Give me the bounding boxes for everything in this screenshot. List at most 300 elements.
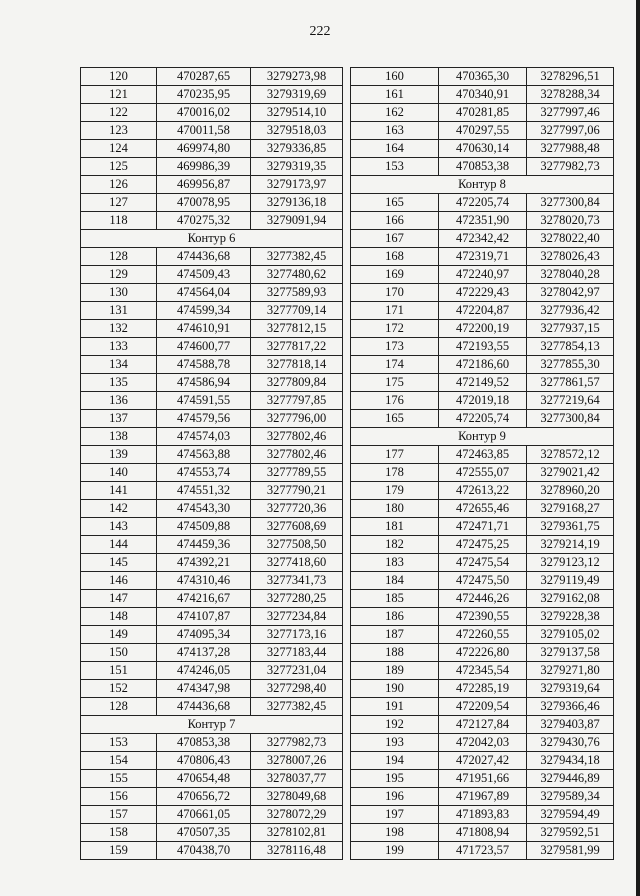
table-row [351,302,614,320]
x-coordinate-cell: 474599,34 [157,302,251,320]
y-coordinate-cell: 3278072,29 [251,806,343,824]
table-row [81,752,343,770]
point-number-cell: 153 [351,158,439,176]
point-number-cell: 161 [351,86,439,104]
x-coordinate-cell: 474564,04 [157,284,251,302]
y-coordinate-cell: 3277234,84 [251,608,343,626]
y-coordinate-cell: 3277300,84 [527,194,614,212]
table-row [351,716,614,734]
table-row [81,698,343,716]
x-coordinate-cell: 472019,18 [439,392,527,410]
coordinates-table-left [80,67,343,860]
contour-label: Контур 6 [81,230,343,248]
point-number-cell: 158 [81,824,157,842]
y-coordinate-cell: 3278042,97 [527,284,614,302]
table-row [351,104,614,122]
x-coordinate-cell: 470853,38 [157,734,251,752]
point-number-cell: 196 [351,788,439,806]
y-coordinate-cell: 3277802,46 [251,446,343,464]
x-coordinate-cell: 474107,87 [157,608,251,626]
y-coordinate-cell: 3279123,12 [527,554,614,572]
table-row [81,392,343,410]
x-coordinate-cell: 474509,43 [157,266,251,284]
x-coordinate-cell: 474392,21 [157,554,251,572]
table-row [81,266,343,284]
point-number-cell: 122 [81,104,157,122]
x-coordinate-cell: 470853,38 [439,158,527,176]
table-row [81,680,343,698]
x-coordinate-cell: 470806,43 [157,752,251,770]
table-row [351,212,614,230]
x-coordinate-cell: 470654,48 [157,770,251,788]
y-coordinate-cell: 3277802,46 [251,428,343,446]
x-coordinate-cell: 472655,46 [439,500,527,518]
y-coordinate-cell: 3279336,85 [251,140,343,158]
point-number-cell: 120 [81,68,157,86]
point-number-cell: 173 [351,338,439,356]
table-row [351,626,614,644]
y-coordinate-cell: 3277341,73 [251,572,343,590]
point-number-cell: 145 [81,554,157,572]
y-coordinate-cell: 3279592,51 [527,824,614,842]
point-number-cell: 143 [81,518,157,536]
table-row [81,662,343,680]
table-row [351,518,614,536]
y-coordinate-cell: 3277183,44 [251,644,343,662]
point-number-cell: 184 [351,572,439,590]
table-row [351,284,614,302]
table-row [351,374,614,392]
table-row [351,590,614,608]
x-coordinate-cell: 474509,88 [157,518,251,536]
point-number-cell: 136 [81,392,157,410]
point-number-cell: 197 [351,806,439,824]
table-row [81,842,343,860]
table-row [81,536,343,554]
x-coordinate-cell: 474588,78 [157,356,251,374]
x-coordinate-cell: 474600,77 [157,338,251,356]
x-coordinate-cell: 470365,30 [439,68,527,86]
x-coordinate-cell: 470630,14 [439,140,527,158]
table-row [81,284,343,302]
y-coordinate-cell: 3277997,46 [527,104,614,122]
y-coordinate-cell: 3279430,76 [527,734,614,752]
y-coordinate-cell: 3277797,85 [251,392,343,410]
y-coordinate-cell: 3278049,68 [251,788,343,806]
table-row [351,266,614,284]
x-coordinate-cell: 474216,67 [157,590,251,608]
point-number-cell: 151 [81,662,157,680]
point-number-cell: 148 [81,608,157,626]
point-number-cell: 124 [81,140,157,158]
point-number-cell: 181 [351,518,439,536]
y-coordinate-cell: 3277818,14 [251,356,343,374]
table-row [81,572,343,590]
y-coordinate-cell: 3277608,69 [251,518,343,536]
point-number-cell: 179 [351,482,439,500]
y-coordinate-cell: 3278020,73 [527,212,614,230]
x-coordinate-cell: 474459,36 [157,536,251,554]
y-coordinate-cell: 3277790,21 [251,482,343,500]
table-row [351,122,614,140]
table-row [351,536,614,554]
point-number-cell: 156 [81,788,157,806]
x-coordinate-cell: 472229,43 [439,284,527,302]
x-coordinate-cell: 472204,87 [439,302,527,320]
x-coordinate-cell: 472240,97 [439,266,527,284]
table-row [351,86,614,104]
point-number-cell: 135 [81,374,157,392]
x-coordinate-cell: 471808,94 [439,824,527,842]
y-coordinate-cell: 3277720,36 [251,500,343,518]
point-number-cell: 186 [351,608,439,626]
x-coordinate-cell: 474095,34 [157,626,251,644]
table-row [351,194,614,212]
point-number-cell: 168 [351,248,439,266]
table-row [351,608,614,626]
y-coordinate-cell: 3277982,73 [527,158,614,176]
table-row [351,572,614,590]
table-row [351,500,614,518]
y-coordinate-cell: 3279589,34 [527,788,614,806]
table-row [81,194,343,212]
y-coordinate-cell: 3277982,73 [251,734,343,752]
point-number-cell: 171 [351,302,439,320]
contour-header-row [81,230,343,248]
y-coordinate-cell: 3278572,12 [527,446,614,464]
point-number-cell: 130 [81,284,157,302]
x-coordinate-cell: 472042,03 [439,734,527,752]
x-coordinate-cell: 471967,89 [439,788,527,806]
point-number-cell: 131 [81,302,157,320]
y-coordinate-cell: 3278296,51 [527,68,614,86]
x-coordinate-cell: 470340,91 [439,86,527,104]
point-number-cell: 190 [351,680,439,698]
y-coordinate-cell: 3277937,15 [527,320,614,338]
y-coordinate-cell: 3278007,26 [251,752,343,770]
y-coordinate-cell: 3279214,19 [527,536,614,554]
y-coordinate-cell: 3277812,15 [251,320,343,338]
y-coordinate-cell: 3277988,48 [527,140,614,158]
y-coordinate-cell: 3279137,58 [527,644,614,662]
y-coordinate-cell: 3279319,69 [251,86,343,104]
table-row [81,500,343,518]
x-coordinate-cell: 472027,42 [439,752,527,770]
x-coordinate-cell: 469956,87 [157,176,251,194]
table-row [351,356,614,374]
scan-edge [636,0,640,896]
x-coordinate-cell: 471951,66 [439,770,527,788]
y-coordinate-cell: 3277280,25 [251,590,343,608]
table-row [351,410,614,428]
y-coordinate-cell: 3277997,06 [527,122,614,140]
y-coordinate-cell: 3277809,84 [251,374,343,392]
y-coordinate-cell: 3277219,64 [527,392,614,410]
contour-label: Контур 7 [81,716,343,734]
table-row [81,626,343,644]
table-row [351,752,614,770]
x-coordinate-cell: 472471,71 [439,518,527,536]
x-coordinate-cell: 474246,05 [157,662,251,680]
x-coordinate-cell: 472209,54 [439,698,527,716]
x-coordinate-cell: 472319,71 [439,248,527,266]
table-row [351,338,614,356]
point-number-cell: 132 [81,320,157,338]
table-row [81,86,343,104]
table-row [351,248,614,266]
table-row [81,122,343,140]
table-row [351,824,614,842]
contour-header-row [351,176,614,194]
table-row [81,68,343,86]
point-number-cell: 153 [81,734,157,752]
y-coordinate-cell: 3279119,49 [527,572,614,590]
x-coordinate-cell: 474436,68 [157,248,251,266]
x-coordinate-cell: 471893,83 [439,806,527,824]
point-number-cell: 139 [81,446,157,464]
x-coordinate-cell: 472446,26 [439,590,527,608]
y-coordinate-cell: 3277298,40 [251,680,343,698]
y-coordinate-cell: 3277418,60 [251,554,343,572]
table-row [351,698,614,716]
table-row [81,770,343,788]
y-coordinate-cell: 3277796,00 [251,410,343,428]
point-number-cell: 142 [81,500,157,518]
point-number-cell: 163 [351,122,439,140]
x-coordinate-cell: 472475,25 [439,536,527,554]
y-coordinate-cell: 3279361,75 [527,518,614,536]
coordinates-table-right-body [351,68,614,860]
y-coordinate-cell: 3279228,38 [527,608,614,626]
y-coordinate-cell: 3279403,87 [527,716,614,734]
point-number-cell: 152 [81,680,157,698]
table-row [81,788,343,806]
y-coordinate-cell: 3277854,13 [527,338,614,356]
y-coordinate-cell: 3277300,84 [527,410,614,428]
y-coordinate-cell: 3277173,16 [251,626,343,644]
point-number-cell: 140 [81,464,157,482]
coordinates-table-left-body [81,68,343,860]
point-number-cell: 129 [81,266,157,284]
table-row [351,392,614,410]
x-coordinate-cell: 472193,55 [439,338,527,356]
x-coordinate-cell: 472475,50 [439,572,527,590]
table-row [81,248,343,266]
table-row [81,644,343,662]
point-number-cell: 154 [81,752,157,770]
table-row [351,140,614,158]
table-row [81,446,343,464]
table-row [81,734,343,752]
point-number-cell: 165 [351,410,439,428]
x-coordinate-cell: 474551,32 [157,482,251,500]
y-coordinate-cell: 3277855,30 [527,356,614,374]
point-number-cell: 128 [81,698,157,716]
x-coordinate-cell: 470297,55 [439,122,527,140]
point-number-cell: 157 [81,806,157,824]
point-number-cell: 198 [351,824,439,842]
x-coordinate-cell: 470235,95 [157,86,251,104]
x-coordinate-cell: 470016,02 [157,104,251,122]
table-row [81,518,343,536]
point-number-cell: 146 [81,572,157,590]
x-coordinate-cell: 469986,39 [157,158,251,176]
y-coordinate-cell: 3279173,97 [251,176,343,194]
x-coordinate-cell: 472463,85 [439,446,527,464]
point-number-cell: 162 [351,104,439,122]
y-coordinate-cell: 3279319,35 [251,158,343,176]
table-row [351,770,614,788]
table-row [81,176,343,194]
y-coordinate-cell: 3279514,10 [251,104,343,122]
x-coordinate-cell: 472555,07 [439,464,527,482]
y-coordinate-cell: 3279518,03 [251,122,343,140]
point-number-cell: 182 [351,536,439,554]
point-number-cell: 155 [81,770,157,788]
x-coordinate-cell: 470661,05 [157,806,251,824]
point-number-cell: 192 [351,716,439,734]
table-row [351,680,614,698]
point-number-cell: 170 [351,284,439,302]
x-coordinate-cell: 472149,52 [439,374,527,392]
x-coordinate-cell: 470275,32 [157,212,251,230]
x-coordinate-cell: 474436,68 [157,698,251,716]
x-coordinate-cell: 470656,72 [157,788,251,806]
table-row [81,374,343,392]
table-row [81,410,343,428]
table-row [81,302,343,320]
table-row [81,554,343,572]
point-number-cell: 138 [81,428,157,446]
point-number-cell: 191 [351,698,439,716]
table-row [351,806,614,824]
point-number-cell: 188 [351,644,439,662]
point-number-cell: 195 [351,770,439,788]
point-number-cell: 123 [81,122,157,140]
table-row [81,338,343,356]
point-number-cell: 167 [351,230,439,248]
point-number-cell: 194 [351,752,439,770]
point-number-cell: 149 [81,626,157,644]
y-coordinate-cell: 3277231,04 [251,662,343,680]
point-number-cell: 160 [351,68,439,86]
x-coordinate-cell: 474553,74 [157,464,251,482]
contour-header-row [81,716,343,734]
point-number-cell: 147 [81,590,157,608]
x-coordinate-cell: 472285,19 [439,680,527,698]
table-row [351,464,614,482]
x-coordinate-cell: 472342,42 [439,230,527,248]
y-coordinate-cell: 3278102,81 [251,824,343,842]
x-coordinate-cell: 472475,54 [439,554,527,572]
table-row [81,824,343,842]
point-number-cell: 127 [81,194,157,212]
point-number-cell: 193 [351,734,439,752]
table-row [81,356,343,374]
x-coordinate-cell: 474591,55 [157,392,251,410]
x-coordinate-cell: 472200,19 [439,320,527,338]
page-number: 222 [309,24,331,39]
table-row [81,482,343,500]
contour-header-row [351,428,614,446]
table-row [81,428,343,446]
point-number-cell: 141 [81,482,157,500]
x-coordinate-cell: 472351,90 [439,212,527,230]
y-coordinate-cell: 3279581,99 [527,842,614,860]
y-coordinate-cell: 3279446,89 [527,770,614,788]
y-coordinate-cell: 3279168,27 [527,500,614,518]
table-row [81,158,343,176]
x-coordinate-cell: 474610,91 [157,320,251,338]
x-coordinate-cell: 472260,55 [439,626,527,644]
coordinates-table-right [350,67,614,860]
point-number-cell: 144 [81,536,157,554]
y-coordinate-cell: 3279366,46 [527,698,614,716]
x-coordinate-cell: 474563,88 [157,446,251,464]
x-coordinate-cell: 472205,74 [439,194,527,212]
x-coordinate-cell: 474310,46 [157,572,251,590]
table-row [351,68,614,86]
table-row [351,230,614,248]
point-number-cell: 187 [351,626,439,644]
y-coordinate-cell: 3279162,08 [527,590,614,608]
x-coordinate-cell: 472226,80 [439,644,527,662]
x-coordinate-cell: 472205,74 [439,410,527,428]
point-number-cell: 175 [351,374,439,392]
point-number-cell: 121 [81,86,157,104]
table-row [351,446,614,464]
y-coordinate-cell: 3279021,42 [527,464,614,482]
y-coordinate-cell: 3277817,22 [251,338,343,356]
x-coordinate-cell: 470011,58 [157,122,251,140]
y-coordinate-cell: 3277861,57 [527,374,614,392]
x-coordinate-cell: 472390,55 [439,608,527,626]
x-coordinate-cell: 470078,95 [157,194,251,212]
point-number-cell: 128 [81,248,157,266]
table-row [81,212,343,230]
y-coordinate-cell: 3279594,49 [527,806,614,824]
x-coordinate-cell: 470287,65 [157,68,251,86]
y-coordinate-cell: 3277480,62 [251,266,343,284]
point-number-cell: 199 [351,842,439,860]
y-coordinate-cell: 3279271,80 [527,662,614,680]
y-coordinate-cell: 3278288,34 [527,86,614,104]
table-row [81,464,343,482]
y-coordinate-cell: 3277936,42 [527,302,614,320]
point-number-cell: 125 [81,158,157,176]
y-coordinate-cell: 3277789,55 [251,464,343,482]
table-row [81,140,343,158]
table-row [351,320,614,338]
point-number-cell: 164 [351,140,439,158]
y-coordinate-cell: 3277382,45 [251,248,343,266]
table-row [351,554,614,572]
y-coordinate-cell: 3279091,94 [251,212,343,230]
x-coordinate-cell: 471723,57 [439,842,527,860]
point-number-cell: 126 [81,176,157,194]
y-coordinate-cell: 3278026,43 [527,248,614,266]
x-coordinate-cell: 474579,56 [157,410,251,428]
y-coordinate-cell: 3278116,48 [251,842,343,860]
y-coordinate-cell: 3279105,02 [527,626,614,644]
table-row [81,104,343,122]
y-coordinate-cell: 3279273,98 [251,68,343,86]
y-coordinate-cell: 3279319,64 [527,680,614,698]
point-number-cell: 185 [351,590,439,608]
contour-label: Контур 8 [351,176,614,194]
table-row [81,608,343,626]
point-number-cell: 178 [351,464,439,482]
